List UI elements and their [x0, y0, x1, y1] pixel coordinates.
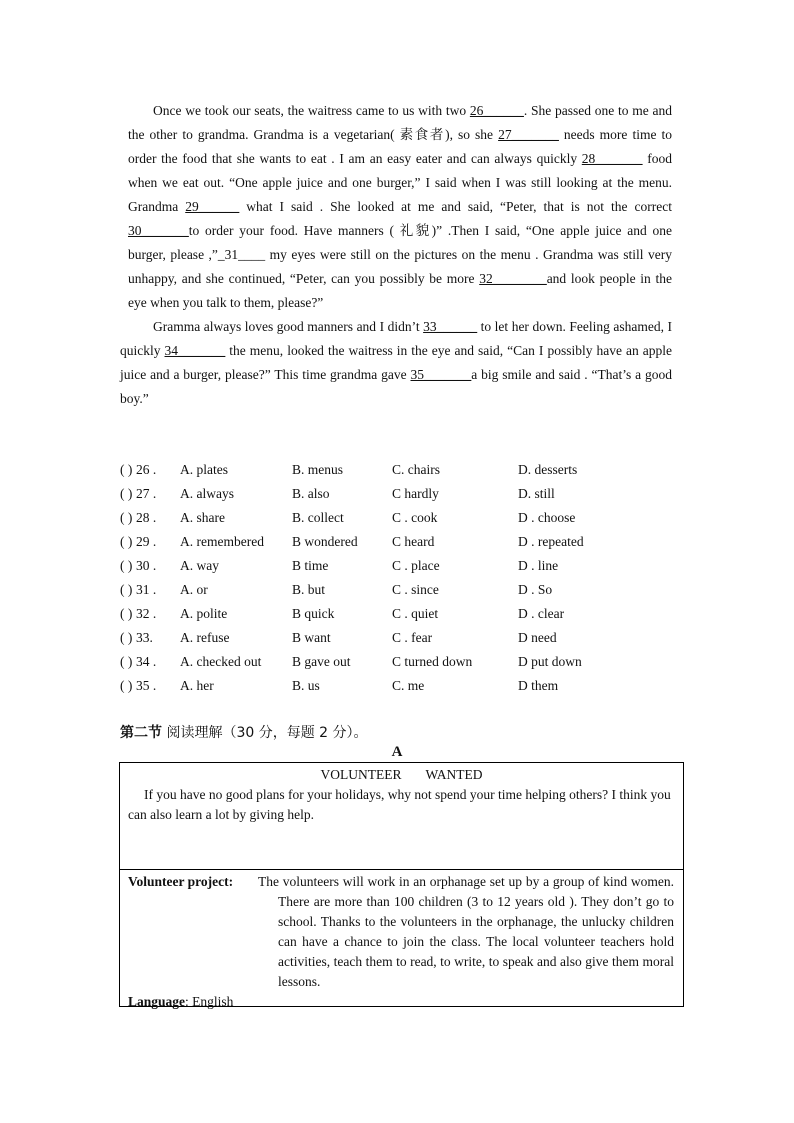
ad-header-cell	[120, 763, 683, 870]
option-a: A. plates	[180, 462, 228, 477]
passage-text: a big smile and said . “That’s a good boy.”	[120, 367, 672, 406]
option-d: D put down	[518, 654, 582, 669]
answer-blank: 28_______	[581, 151, 643, 166]
ad-title-part-2: WANTED	[425, 767, 483, 782]
question-row	[120, 578, 720, 602]
answer-paren: ( )	[120, 678, 133, 693]
passage-text: what I said . She looked at me and said, “Peter, that is not the correct	[239, 199, 672, 214]
question-row	[120, 530, 720, 554]
option-a: A. remembered	[180, 534, 264, 549]
section-title-bold: 第二节	[120, 725, 162, 741]
passage-letter: A	[391, 744, 403, 760]
answer-paren: ( )	[120, 486, 133, 501]
language-label: Language	[128, 994, 186, 1009]
question-row	[120, 506, 720, 530]
option-d: D them	[518, 678, 559, 693]
passage-text: Gramma always loves good manners and I didn’t	[153, 319, 424, 334]
option-c: C . quiet	[392, 606, 439, 621]
question-number: 28 .	[136, 510, 157, 525]
ad-intro: If you have no good plans for your holidays, why not spend your time helping others? I think you can also learn a lot by giving help.	[128, 787, 671, 822]
answer-paren: ( )	[120, 534, 133, 549]
option-a: A. checked out	[180, 654, 262, 669]
option-b: B want	[292, 630, 331, 645]
answer-paren: ( )	[120, 462, 133, 477]
option-d: D. still	[518, 486, 555, 501]
option-a: A. or	[180, 582, 208, 597]
answer-blank: 29______	[185, 199, 240, 214]
answer-paren: ( )	[120, 606, 133, 621]
options-list	[120, 458, 720, 698]
passage-text: . She passed one to me and the other to grandma. Grandma is a vegetarian( 素食者), so she	[128, 103, 672, 142]
passage-text: Once we took our seats, the waitress came to us with two	[153, 103, 470, 118]
project-label: Volunteer project:	[128, 874, 234, 889]
option-d: D . choose	[518, 510, 576, 525]
option-b: B. collect	[292, 510, 344, 525]
answer-blank: 33______	[423, 319, 478, 334]
question-number: 35 .	[136, 678, 157, 693]
passage-text: the menu, looked the waitress in the eye and said, “Can I possibly have an apple juice and a burger, please?” This time grandma gave	[120, 343, 672, 382]
option-b: B quick	[292, 606, 335, 621]
answer-paren: ( )	[120, 510, 133, 525]
passage-text: to let her down. Feeling ashamed, I quickly	[120, 319, 672, 358]
question-number: 27 .	[136, 486, 157, 501]
answer-blank: 32________	[479, 271, 547, 286]
option-b: B wondered	[292, 534, 358, 549]
option-d: D . clear	[518, 606, 565, 621]
passage-text: food when we eat out. “One apple juice and one burger,” I said when I was still looking at the menu. Grandma	[128, 151, 672, 214]
answer-blank: 35_______	[410, 367, 472, 382]
option-a: A. share	[180, 510, 225, 525]
option-d: D. desserts	[518, 462, 578, 477]
question-number: 31 .	[136, 582, 157, 597]
question-row	[120, 674, 720, 698]
question-row	[120, 602, 720, 626]
question-number: 34 .	[136, 654, 157, 669]
option-a: A. her	[180, 678, 214, 693]
option-c: C hardly	[392, 486, 439, 501]
option-a: A. always	[180, 486, 234, 501]
project-text: The volunteers will work in an orphanage set up by a group of kind women. There are more than 100 children (3 to 12 years old ). They don’t go to school. Thanks to the volunteers in the orphanage, the unlucky children can have a chance to join the class. The local volunteer teachers hold activities, teach them to read, to write, to speak and also give them moral lessons.	[258, 874, 674, 989]
language-line	[128, 992, 233, 1012]
question-row	[120, 458, 720, 482]
language-value: : English	[185, 994, 234, 1009]
option-c: C . place	[392, 558, 440, 573]
volunteer-ad-box	[119, 762, 684, 1007]
answer-blank: 30_______	[128, 223, 189, 238]
option-d: D . line	[518, 558, 559, 573]
option-c: C heard	[392, 534, 435, 549]
option-a: A. way	[180, 558, 219, 573]
option-a: A. refuse	[180, 630, 230, 645]
answer-blank: 34_______	[164, 343, 226, 358]
option-c: C. me	[392, 678, 425, 693]
option-c: C turned down	[392, 654, 473, 669]
option-c: C . fear	[392, 630, 433, 645]
passage-text: and look people in the eye when you talk to them, please?”	[128, 271, 672, 310]
option-b: B. but	[292, 582, 326, 597]
answer-paren: ( )	[120, 654, 133, 669]
question-number: 26 .	[136, 462, 157, 477]
section-title	[120, 722, 368, 742]
answer-paren: ( )	[120, 582, 133, 597]
passage-text: to order your food. Have manners ( 礼貌)” .Then I said, “One apple juice and one burger, please ,”_31____ my eyes were still on the pictures on the menu . Grandma was still very unhappy, and she continued, “Peter, can you possibly be more	[128, 223, 672, 286]
option-b: B. menus	[292, 462, 344, 477]
option-b: B. also	[292, 486, 330, 501]
question-number: 32 .	[136, 606, 157, 621]
answer-paren: ( )	[120, 630, 133, 645]
option-d: D . repeated	[518, 534, 584, 549]
question-row	[120, 650, 720, 674]
option-c: C . since	[392, 582, 439, 597]
option-c: C . cook	[392, 510, 438, 525]
option-b: B. us	[292, 678, 320, 693]
ad-title	[120, 763, 683, 785]
question-number: 29 .	[136, 534, 157, 549]
section-title-rest: 阅读理解（30 分，每题 2 分）。	[162, 725, 368, 741]
cloze-passage	[120, 99, 672, 411]
option-d: D need	[518, 630, 557, 645]
option-c: C. chairs	[392, 462, 440, 477]
passage-paragraph-2	[120, 315, 672, 411]
option-b: B gave out	[292, 654, 351, 669]
answer-paren: ( )	[120, 558, 133, 573]
question-number: 33.	[136, 630, 153, 645]
answer-blank: 26______	[469, 103, 524, 118]
passage-text: needs more time to order the food that she wants to eat . I am an easy eater and can always quickly	[128, 127, 672, 166]
option-b: B time	[292, 558, 329, 573]
question-row	[120, 554, 720, 578]
question-number: 30 .	[136, 558, 157, 573]
ad-title-part-1: VOLUNTEER	[320, 767, 402, 782]
question-row	[120, 626, 720, 650]
answer-blank: 27_______	[498, 127, 559, 142]
passage-paragraph-1	[128, 99, 672, 315]
option-a: A. polite	[180, 606, 228, 621]
option-d: D . So	[518, 582, 553, 597]
question-row	[120, 482, 720, 506]
